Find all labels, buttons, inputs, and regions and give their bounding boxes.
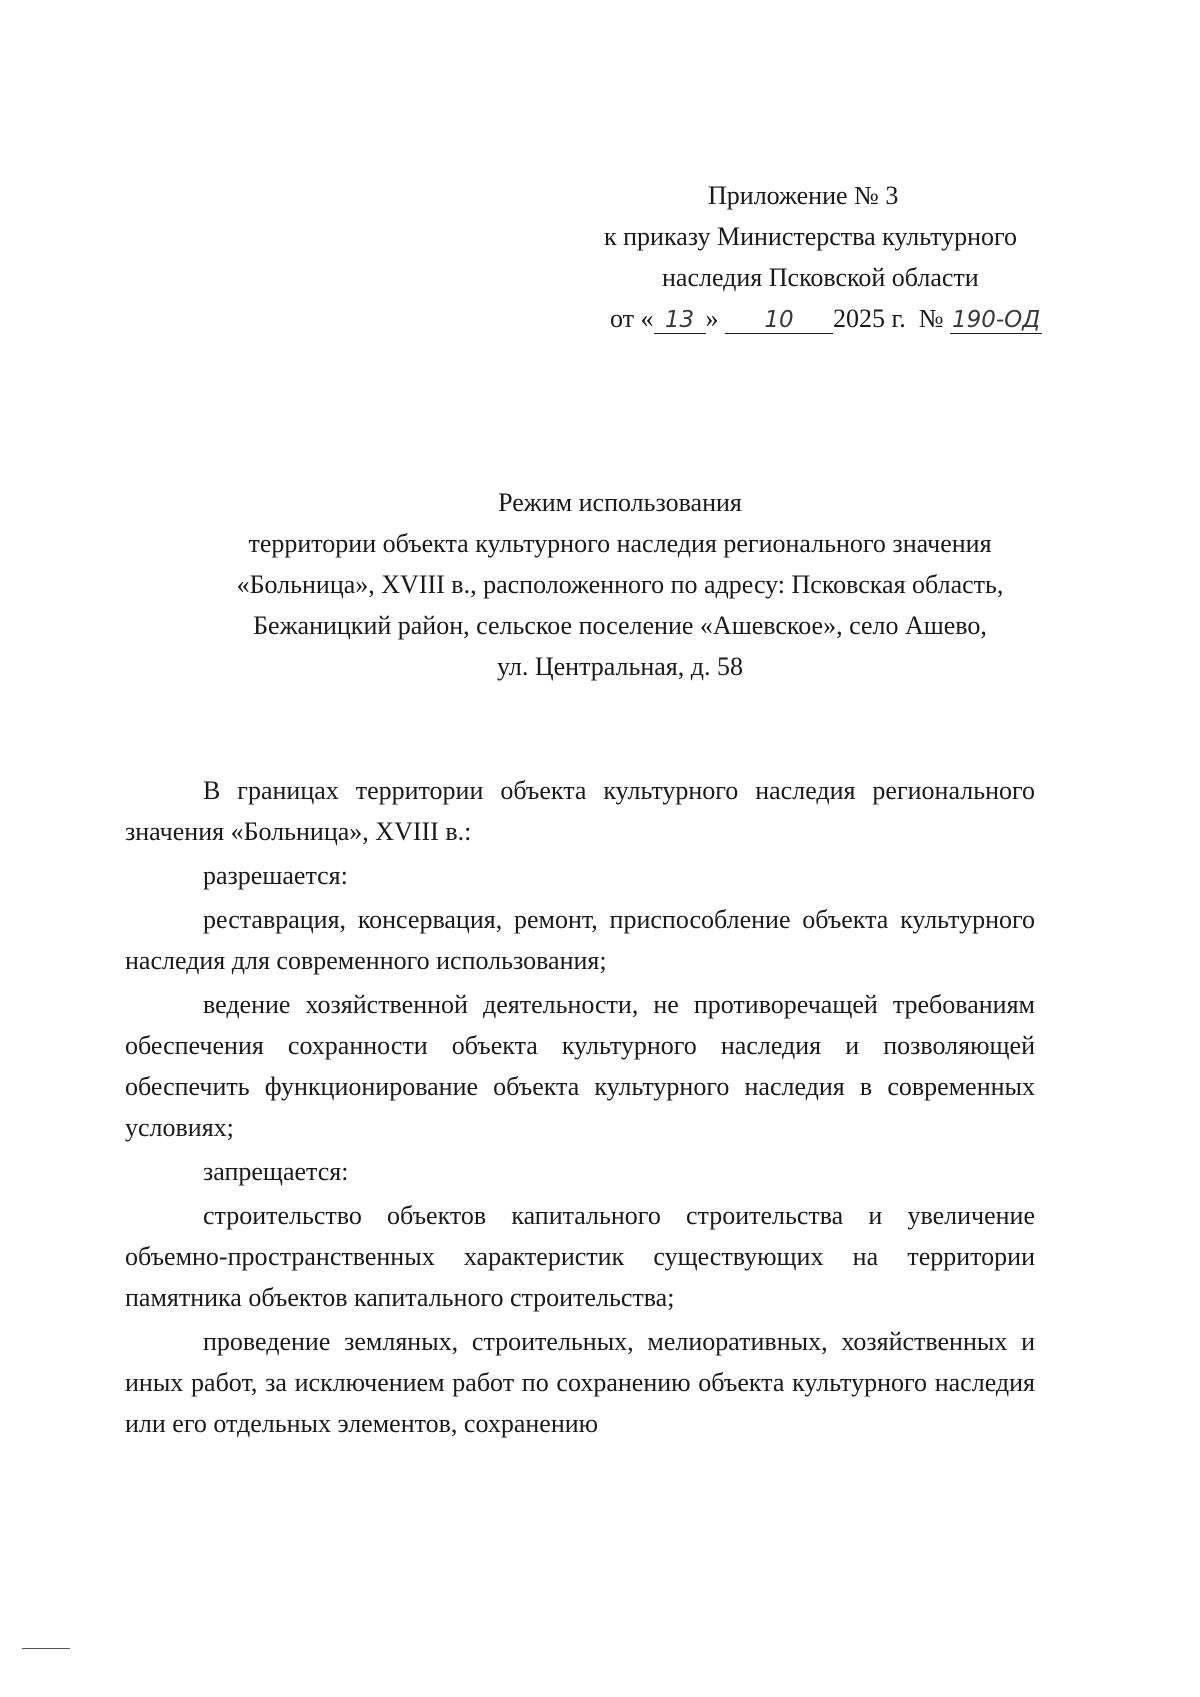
title-line-5: ул. Центральная, д. 58 <box>497 652 743 681</box>
number-sign: № <box>918 304 944 333</box>
permitted-item-economic-activity: ведение хозяйственной деятельности, не противоречащей требованиям обеспечения сохранности объекта культурного наследия и позволяющей обеспечить функционирование объекта культурного наследия в современных условиях; <box>125 990 1035 1142</box>
date-mid: » <box>705 304 719 333</box>
appendix-date-line <box>560 298 1040 339</box>
permitted-heading: разрешается: <box>203 861 348 890</box>
handwritten-month: 10 <box>725 307 833 334</box>
handwritten-day: 13 <box>654 307 706 334</box>
prohibited-item-construction: строительство объектов капитального строительства и увеличение объемно-пространственных характеристик существующих на территории памятника объектов капитального строительства; <box>125 1201 1035 1312</box>
prohibited-heading: запрещается: <box>203 1157 349 1186</box>
handwritten-order-number: 190-ОД <box>951 307 1041 333</box>
title-line-1: Режим использования <box>498 488 742 517</box>
title-line-2: территории объекта культурного наследия регионального значения <box>248 529 992 558</box>
date-prefix: от « <box>610 304 654 333</box>
document-title <box>150 482 1090 687</box>
appendix-title: Приложение № 3 <box>708 181 899 210</box>
intro-paragraph: В границах территории объекта культурного наследия регионального значения «Больница», XVIII в.: <box>125 776 1035 846</box>
prohibited-item-earthworks: проведение земляных, строительных, мелиоративных, хозяйственных и иных работ, за исключением работ по сохранению объекта культурного наследия или его отдельных элементов, сохранению <box>125 1327 1035 1438</box>
date-year: 2025 г. <box>833 304 906 333</box>
appendix-order-ref: к приказу Министерства культурного <box>604 222 1018 251</box>
appendix-ministry: наследия Псковской области <box>662 263 979 292</box>
title-line-4: Бежаницкий район, сельское поселение «Ашевское», село Ашево, <box>253 611 987 640</box>
appendix-header <box>560 175 1040 339</box>
permitted-item-restoration: реставрация, консервация, ремонт, приспособление объекта культурного наследия для современного использования; <box>125 905 1035 975</box>
title-line-3: «Больница», XVIII в., расположенного по адресу: Псковская область, <box>236 570 1004 599</box>
document-body <box>125 770 1035 1444</box>
margin-mark <box>22 1648 70 1649</box>
